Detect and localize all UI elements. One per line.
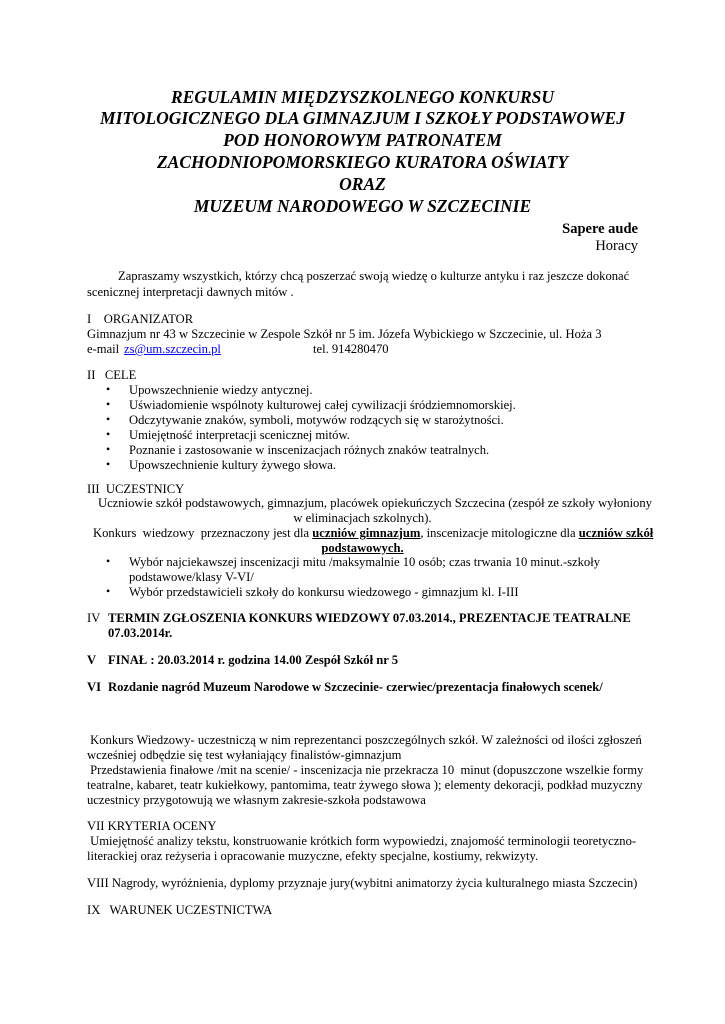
- title-line-3: POD HONOROWYM PATRONATEM: [223, 130, 502, 150]
- goals-heading: II CELE: [87, 368, 137, 382]
- bullet-icon: •: [106, 412, 111, 426]
- criteria-line-2: literackiej oraz reżyseria i opracowanie muzyczne, efekty specjalne, kostiumy, rekwizyty.: [87, 849, 539, 863]
- motto-quote: Sapere aude: [562, 221, 638, 237]
- goals-item: Uświadomienie wspólnoty kulturowej całej cywilizacji śródziemnomorskiej.: [129, 398, 516, 412]
- organizer-email-link[interactable]: zs@um.szczecin.pl: [124, 342, 221, 356]
- title-line-5: ORAZ: [339, 174, 386, 194]
- organizer-phone: tel. 914280470: [313, 342, 389, 356]
- details-line-1: Konkurs Wiedzowy- uczestniczą w nim reprezentanci poszczególnych szkół. W zależności od ilości zgłoszeń: [87, 733, 642, 747]
- organizer-address: Gimnazjum nr 43 w Szczecinie w Zespole Szkół nr 5 im. Józefa Wybickiego w Szczecinie, ul. Hoża 3: [87, 327, 602, 341]
- target-gimnazjum: uczniów gimnazjum: [312, 526, 421, 540]
- goals-item: Poznanie i zastosowanie w inscenizacjach różnych znaków teatralnych.: [129, 443, 490, 457]
- participants-line-3-pre: Konkurs wiedzowy przeznaczony jest dla: [93, 526, 313, 540]
- awards-number: VI: [87, 680, 101, 694]
- final-number: V: [87, 653, 97, 667]
- participants-line-3: [93, 526, 653, 541]
- details-line-2: wcześniej odbędzie się test wyłaniający finalistów-gimnazjum: [87, 748, 402, 762]
- goals-item: Upowszechnienie kultury żywego słowa.: [129, 458, 337, 472]
- participants-heading: III UCZESTNICY: [87, 482, 185, 496]
- intro-line-1: Zapraszamy wszystkich, którzy chcą poszerzać swoją wiedzę o kulturze antyku i raz jeszcze dokonać: [118, 269, 630, 283]
- details-line-3: Przedstawienia finałowe /mit na scenie/ - inscenizacja nie przekracza 10 minut (dopuszczone wszelkie formy: [87, 763, 644, 777]
- organizer-email-label: e-mail: [87, 342, 120, 356]
- title-line-6: MUZEUM NARODOWEGO W SZCZECINIE: [193, 196, 532, 216]
- details-line-5: uczestnicy przygotowują we własnym zakresie-szkoła podstawowa: [87, 793, 426, 807]
- participants-bullet-2: Wybór przedstawicieli szkoły do konkursu wiedzowego - gimnazjum kl. I-III: [129, 585, 519, 599]
- deadline-line-2: 07.03.2014r.: [108, 626, 173, 640]
- details-line-4: teatralne, kabaret, teatr kukiełkowy, pantomima, teatr żywego słowa ); elementy dekoracji, podkład muzyczny: [87, 778, 643, 792]
- deadline-line-1: TERMIN ZGŁOSZENIA KONKURS WIEDZOWY 07.03.2014., PREZENTACJE TEATRALNE: [108, 611, 631, 625]
- motto-author: Horacy: [595, 238, 638, 254]
- organizer-heading: I ORGANIZATOR: [87, 312, 194, 326]
- bullet-icon: •: [106, 397, 111, 411]
- goals-item: Umiejętność interpretacji scenicznej mitów.: [129, 428, 350, 442]
- participants-line-2: w eliminacjach szkolnych).: [293, 511, 432, 525]
- title-line-4: ZACHODNIOPOMORSKIEGO KURATORA OŚWIATY: [156, 152, 569, 172]
- participants-line-4: podstawowych.: [321, 541, 404, 555]
- participants-bullet-1-line-2: podstawowe/klasy V-VI/: [129, 570, 254, 584]
- criteria-line-1: Umiejętność analizy tekstu, konstruowanie krótkich form wypowiedzi, znajomość terminologii teoretyczno-: [87, 834, 637, 848]
- bullet-icon: •: [106, 554, 111, 568]
- participants-line-3-mid: , inscenizacje mitologiczne dla: [420, 526, 579, 540]
- bullet-icon: •: [106, 382, 111, 396]
- goals-item: Upowszechnienie wiedzy antycznej.: [129, 383, 313, 397]
- intro-line-2: scenicznej interpretacji dawnych mitów .: [87, 285, 294, 299]
- final-text: FINAŁ : 20.03.2014 r. godzina 14.00 Zespół Szkół nr 5: [108, 653, 399, 667]
- condition-heading: IX WARUNEK UCZESTNICTWA: [87, 903, 273, 917]
- awards-text: Rozdanie nagród Muzeum Narodowe w Szczecinie- czerwiec/prezentacja finałowych scenek/: [108, 680, 603, 694]
- bullet-icon: •: [106, 584, 111, 598]
- participants-line-1: Uczniowie szkół podstawowych, gimnazjum, placówek opiekuńczych Szczecina (zespół ze szkoły wyłoniony: [98, 496, 652, 510]
- title-line-2: MITOLOGICZNEGO DLA GIMNAZJUM I SZKOŁY PODSTAWOWEJ: [100, 108, 625, 128]
- target-primary: uczniów szkół: [578, 526, 654, 540]
- criteria-heading: VII KRYTERIA OCENY: [87, 819, 217, 833]
- bullet-icon: •: [106, 442, 111, 456]
- participants-bullet-1-line-1: Wybór najciekawszej inscenizacji mitu /maksymalnie 10 osób; czas trwania 10 minut.-szkoły: [129, 555, 601, 569]
- deadline-number: IV: [87, 611, 101, 625]
- title-line-1: REGULAMIN MIĘDZYSZKOLNEGO KONKURSU: [170, 87, 555, 107]
- prizes-text: VIII Nagrody, wyróżnienia, dyplomy przyznaje jury(wybitni animatorzy życia kulturalnego miasta Szczecin): [87, 876, 638, 890]
- goals-item: Odczytywanie znaków, symboli, motywów rodzących się w starożytności.: [129, 413, 504, 427]
- bullet-icon: •: [106, 427, 111, 441]
- bullet-icon: •: [106, 457, 111, 471]
